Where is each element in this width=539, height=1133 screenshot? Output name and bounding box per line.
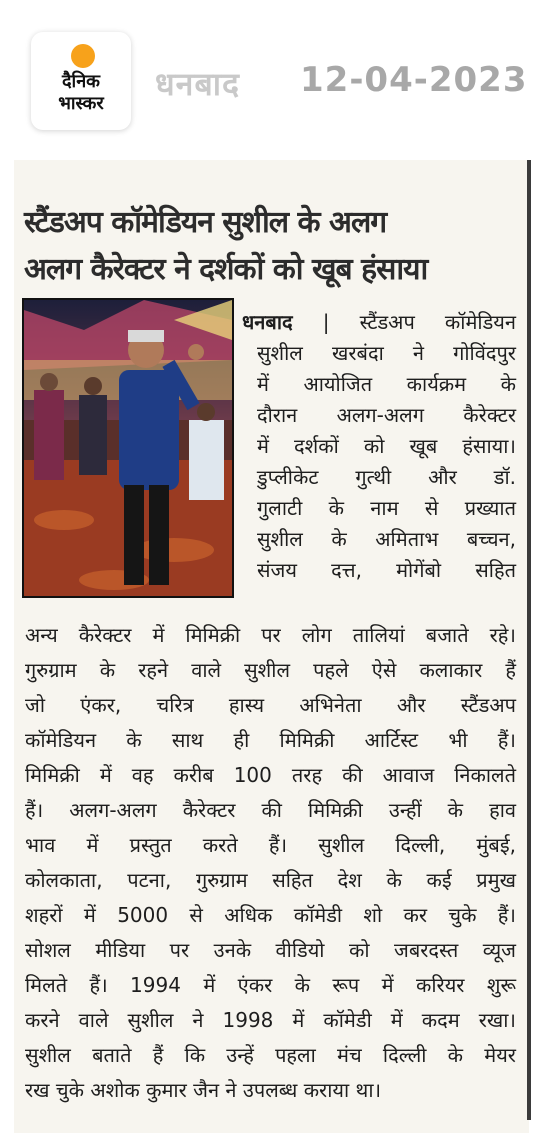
text-line-narrow-9: संजय दत्त, मोगेंबो सहित — [257, 558, 516, 582]
headline-line-1: स्टैंडअप कॉमेडियन सुशील के अलग — [24, 205, 387, 240]
text-line-wide-7: भाव में प्रस्तुत करते हैं। सुशील दिल्ली, मुंबई, — [25, 833, 516, 857]
text-line-wide-8: कोलकाता, पटना, गुरुग्राम सहित देश के कई प्रमुख — [25, 868, 516, 892]
sun-icon — [71, 44, 95, 68]
text-line-wide-4: कॉमेडियन के साथ ही मिमिक्री आर्टिस्ट भी हैं। — [25, 728, 516, 752]
text-line-wide-6: हैं। अलग-अलग कैरेक्टर की मिमिक्री उन्हीं के हाव — [25, 798, 516, 822]
text-line-narrow-7: गुलाटी के नाम से प्रख्यात — [257, 496, 516, 520]
dateline: धनबाद — [242, 310, 293, 334]
logo-line-1: दैनिक — [61, 71, 101, 92]
text-line-wide-14: रख चुके अशोक कुमार जैन ने उपलब्ध कराया था। — [25, 1078, 382, 1102]
text-line-narrow-3: में आयोजित कार्यक्रम के — [257, 372, 516, 396]
text-line-wide-9: शहरों में 5000 से अधिक कॉमेडी शो कर चुके हैं। — [25, 903, 516, 927]
edition-city: धनबाद — [155, 65, 240, 103]
lead-text: स्टैंडअप कॉमेडियन — [359, 310, 517, 334]
performer-photo — [22, 298, 234, 598]
headline-line-2: अलग कैरेक्टर ने दर्शकों को खूब हंसाया — [24, 252, 428, 287]
text-line-wide-10: सोशल मीडिया पर उनके वीडियो को जबरदस्त व्यूज — [25, 938, 516, 962]
text-line-narrow-6: डुप्लीकेट गुत्थी और डॉ. — [257, 465, 516, 489]
text-line-wide-1: अन्य कैरेक्टर में मिमिक्री पर लोग तालियां बजाते रहे। — [25, 623, 516, 647]
text-line-narrow-5: में दर्शकों को खूब हंसाया। — [257, 434, 516, 458]
dainik-bhaskar-logo[interactable] — [31, 32, 131, 130]
logo-line-2: भास्कर — [58, 93, 104, 114]
header-bar — [0, 0, 539, 160]
text-line-wide-3: जो एंकर, चरित्र हास्य अभिनेता और स्टैंडअप — [25, 693, 516, 717]
text-line-wide-13: सुशील बताते हैं कि उन्हें पहला मंच दिल्ली के मेयर — [25, 1043, 516, 1067]
text-line-wide-2: गुरुग्राम के रहने वाले सुशील पहले ऐसे कलाकार हैं — [25, 658, 516, 682]
text-line-wide-12: करने वाले सुशील ने 1998 में कॉमेडी में कदम रखा। — [25, 1008, 516, 1032]
text-line-narrow-8: सुशील के अमिताभ बच्चन, — [257, 527, 516, 551]
edition-date: 12-04-2023 — [300, 60, 528, 100]
text-line-wide-11: मिलते हैं। 1994 में एंकर के रूप में करियर शुरू — [25, 973, 516, 997]
text-line-narrow-4: दौरान अलग-अलग कैरेक्टर — [257, 403, 516, 427]
clipping-edge — [527, 160, 531, 1120]
text-line-narrow-1: धनबाद | स्टैंडअप कॉमेडियन — [242, 310, 517, 334]
text-line-narrow-2: सुशील खरबंदा ने गोविंदपुर — [257, 341, 516, 365]
text-line-wide-5: मिमिक्री में वह करीब 100 तरह की आवाज निकालते — [25, 763, 516, 787]
